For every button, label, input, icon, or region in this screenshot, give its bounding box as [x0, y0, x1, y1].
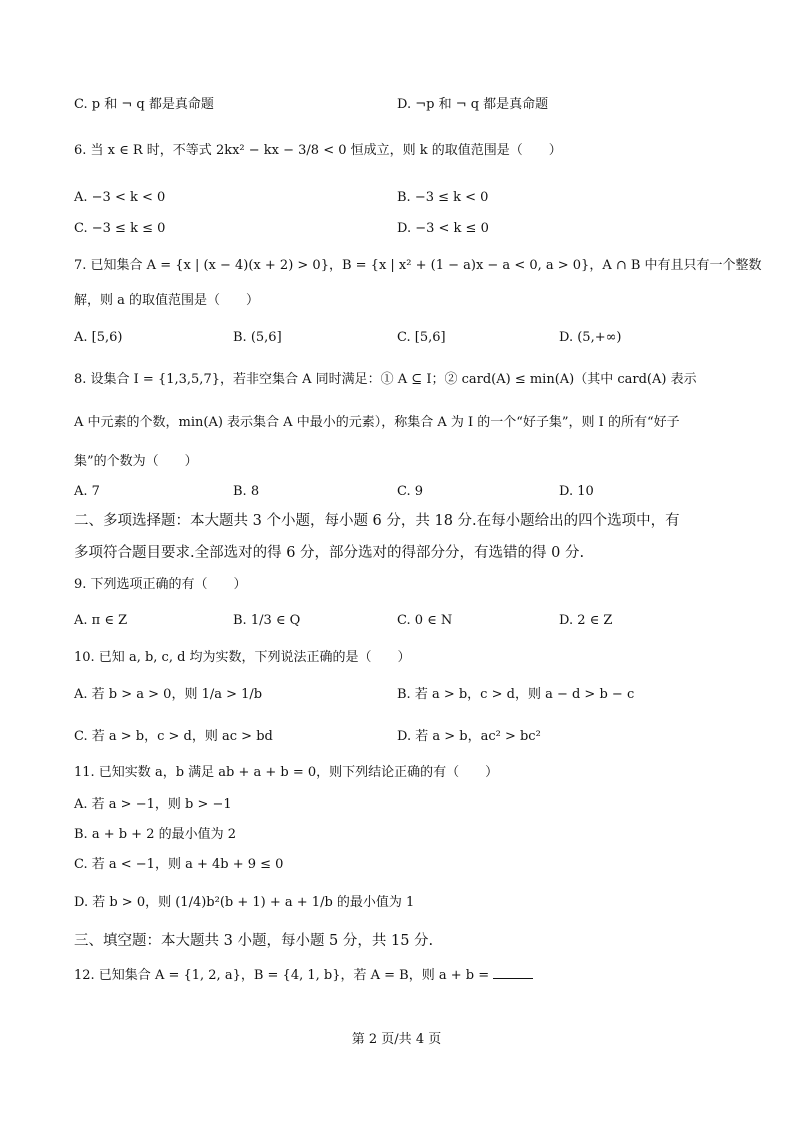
text-line-q7b	[233, 330, 282, 346]
text-line-q10a	[74, 687, 262, 703]
text-line-q8c	[397, 484, 423, 500]
text-line-q11d	[74, 895, 414, 911]
line-text: D. ¬p 和 ¬ q 都是真命题	[397, 97, 549, 112]
text-line-q10c	[74, 729, 273, 745]
text-line-q7a_line	[74, 258, 762, 274]
text-line-q8a_line	[74, 372, 697, 388]
line-text: 11. 已知实数 a，b 满足 ab + a + b = 0，则下列结论正确的有（ ）	[74, 765, 499, 780]
text-line-q5d	[397, 97, 548, 113]
text-line-q7a	[74, 330, 122, 346]
text-line-q11b	[74, 827, 236, 843]
line-text: 9. 下列选项正确的有（ ）	[74, 577, 247, 592]
line-text: D. 10	[559, 484, 594, 499]
text-line-q6a	[74, 190, 165, 206]
line-text: A 中元素的个数，min(A) 表示集合 A 中最小的元素），称集合 A 为 I 的一个“好子集”，则 I 的所有“好子	[74, 415, 680, 430]
line-text: B. 1/3 ∈ Q	[233, 613, 301, 628]
line-text: A. π ∈ Z	[74, 613, 128, 628]
text-line-q12	[74, 968, 533, 984]
line-text: 6. 当 x ∈ R 时，不等式 2kx² − kx − 3/8 < 0 恒成立，则 k 的取值范围是（ ）	[74, 143, 562, 158]
text-line-q6b	[397, 190, 488, 206]
text-line-sec2b	[74, 545, 584, 562]
line-text: B. (5,6]	[233, 330, 282, 345]
text-line-q10d	[397, 729, 541, 745]
line-text: A. 7	[74, 484, 100, 499]
line-text: 多项符合题目要求.全部选对的得 6 分，部分选对的得部分分，有选错的得 0 分.	[74, 545, 585, 561]
text-line-q9b	[233, 613, 300, 629]
line-text: 二、多项选择题：本大题共 3 个小题，每小题 6 分，共 18 分.在每小题给出的四个选项中，有	[74, 513, 680, 529]
line-text: C. 若 a < −1，则 a + 4b + 9 ≤ 0	[74, 857, 284, 872]
line-text: A. 若 a > −1，则 b > −1	[74, 797, 232, 812]
text-line-q8d	[559, 484, 594, 500]
text-line-q6	[74, 143, 562, 159]
text-line-sec2a	[74, 513, 680, 530]
line-text: B. 8	[233, 484, 260, 499]
line-text: 7. 已知集合 A = {x | (x − 4)(x + 2) > 0}，B = {x | x² + (1 − a)x − a < 0, a > 0}，A ∩ B 中有且只有一个整数	[74, 258, 762, 273]
line-text: 10. 已知 a, b, c, d 均为实数，下列说法正确的是（ ）	[74, 650, 411, 665]
text-line-sec3	[74, 933, 433, 950]
line-text: B. 若 a > b，c > d，则 a − d > b − c	[397, 687, 635, 702]
page-footer: 第 2 页/共 4 页	[351, 1032, 442, 1047]
text-line-q11a	[74, 797, 232, 813]
line-text: 集”的个数为（ ）	[74, 454, 198, 469]
text-line-q8b	[233, 484, 259, 500]
text-line-q9c	[397, 613, 452, 629]
text-line-q5c	[74, 97, 214, 113]
line-text: D. 2 ∈ Z	[559, 613, 613, 628]
text-line-q11c	[74, 857, 283, 873]
line-text: C. 9	[397, 484, 424, 499]
line-text: D. (5,+∞)	[559, 330, 622, 345]
line-text: 解，则 a 的取值范围是（ ）	[74, 293, 260, 308]
text-line-q6c	[74, 221, 165, 237]
line-text: C. 0 ∈ N	[397, 613, 453, 628]
line-text: B. a + b + 2 的最小值为 2	[74, 827, 237, 842]
answer-blank	[493, 978, 533, 979]
text-line-q8b_line	[74, 415, 680, 431]
text-line-q9d	[559, 613, 612, 629]
text-line-q7d	[559, 330, 622, 346]
line-text: C. −3 ≤ k ≤ 0	[74, 221, 166, 236]
line-text: 12. 已知集合 A = {1, 2, a}，B = {4, 1, b}，若 A = B，则 a + b =	[74, 968, 490, 983]
line-text: D. 若 a > b，ac² > bc²	[397, 729, 541, 744]
line-text: A. 若 b > a > 0，则 1/a > 1/b	[74, 687, 263, 702]
line-text: C. 若 a > b，c > d，则 ac > bd	[74, 729, 273, 744]
text-line-q10b	[397, 687, 634, 703]
line-text: 8. 设集合 I = {1,3,5,7}，若非空集合 A 同时满足：① A ⊆ I；② card(A) ≤ min(A)（其中 card(A) 表示	[74, 372, 697, 387]
line-text: C. [5,6]	[397, 330, 446, 345]
text-line-q9	[74, 577, 247, 593]
text-line-q8c_line	[74, 454, 198, 470]
text-line-q9a	[74, 613, 127, 629]
line-text: C. p 和 ¬ q 都是真命题	[74, 97, 214, 112]
text-line-q7c	[397, 330, 446, 346]
line-text: 三、填空题：本大题共 3 小题，每小题 5 分，共 15 分.	[74, 933, 434, 949]
line-text: D. 若 b > 0，则 (1/4)b²(b + 1) + a + 1/b 的最小值为 1	[74, 895, 415, 910]
line-text: A. −3 < k < 0	[74, 190, 166, 205]
line-text: B. −3 ≤ k < 0	[397, 190, 489, 205]
line-text: A. [5,6)	[74, 330, 123, 345]
text-line-q10	[74, 650, 411, 666]
text-line-q11	[74, 765, 498, 781]
text-line-q7b_line	[74, 293, 259, 309]
text-line-q8a	[74, 484, 100, 500]
text-line-q6d	[397, 221, 489, 237]
line-text: D. −3 < k ≤ 0	[397, 221, 489, 236]
